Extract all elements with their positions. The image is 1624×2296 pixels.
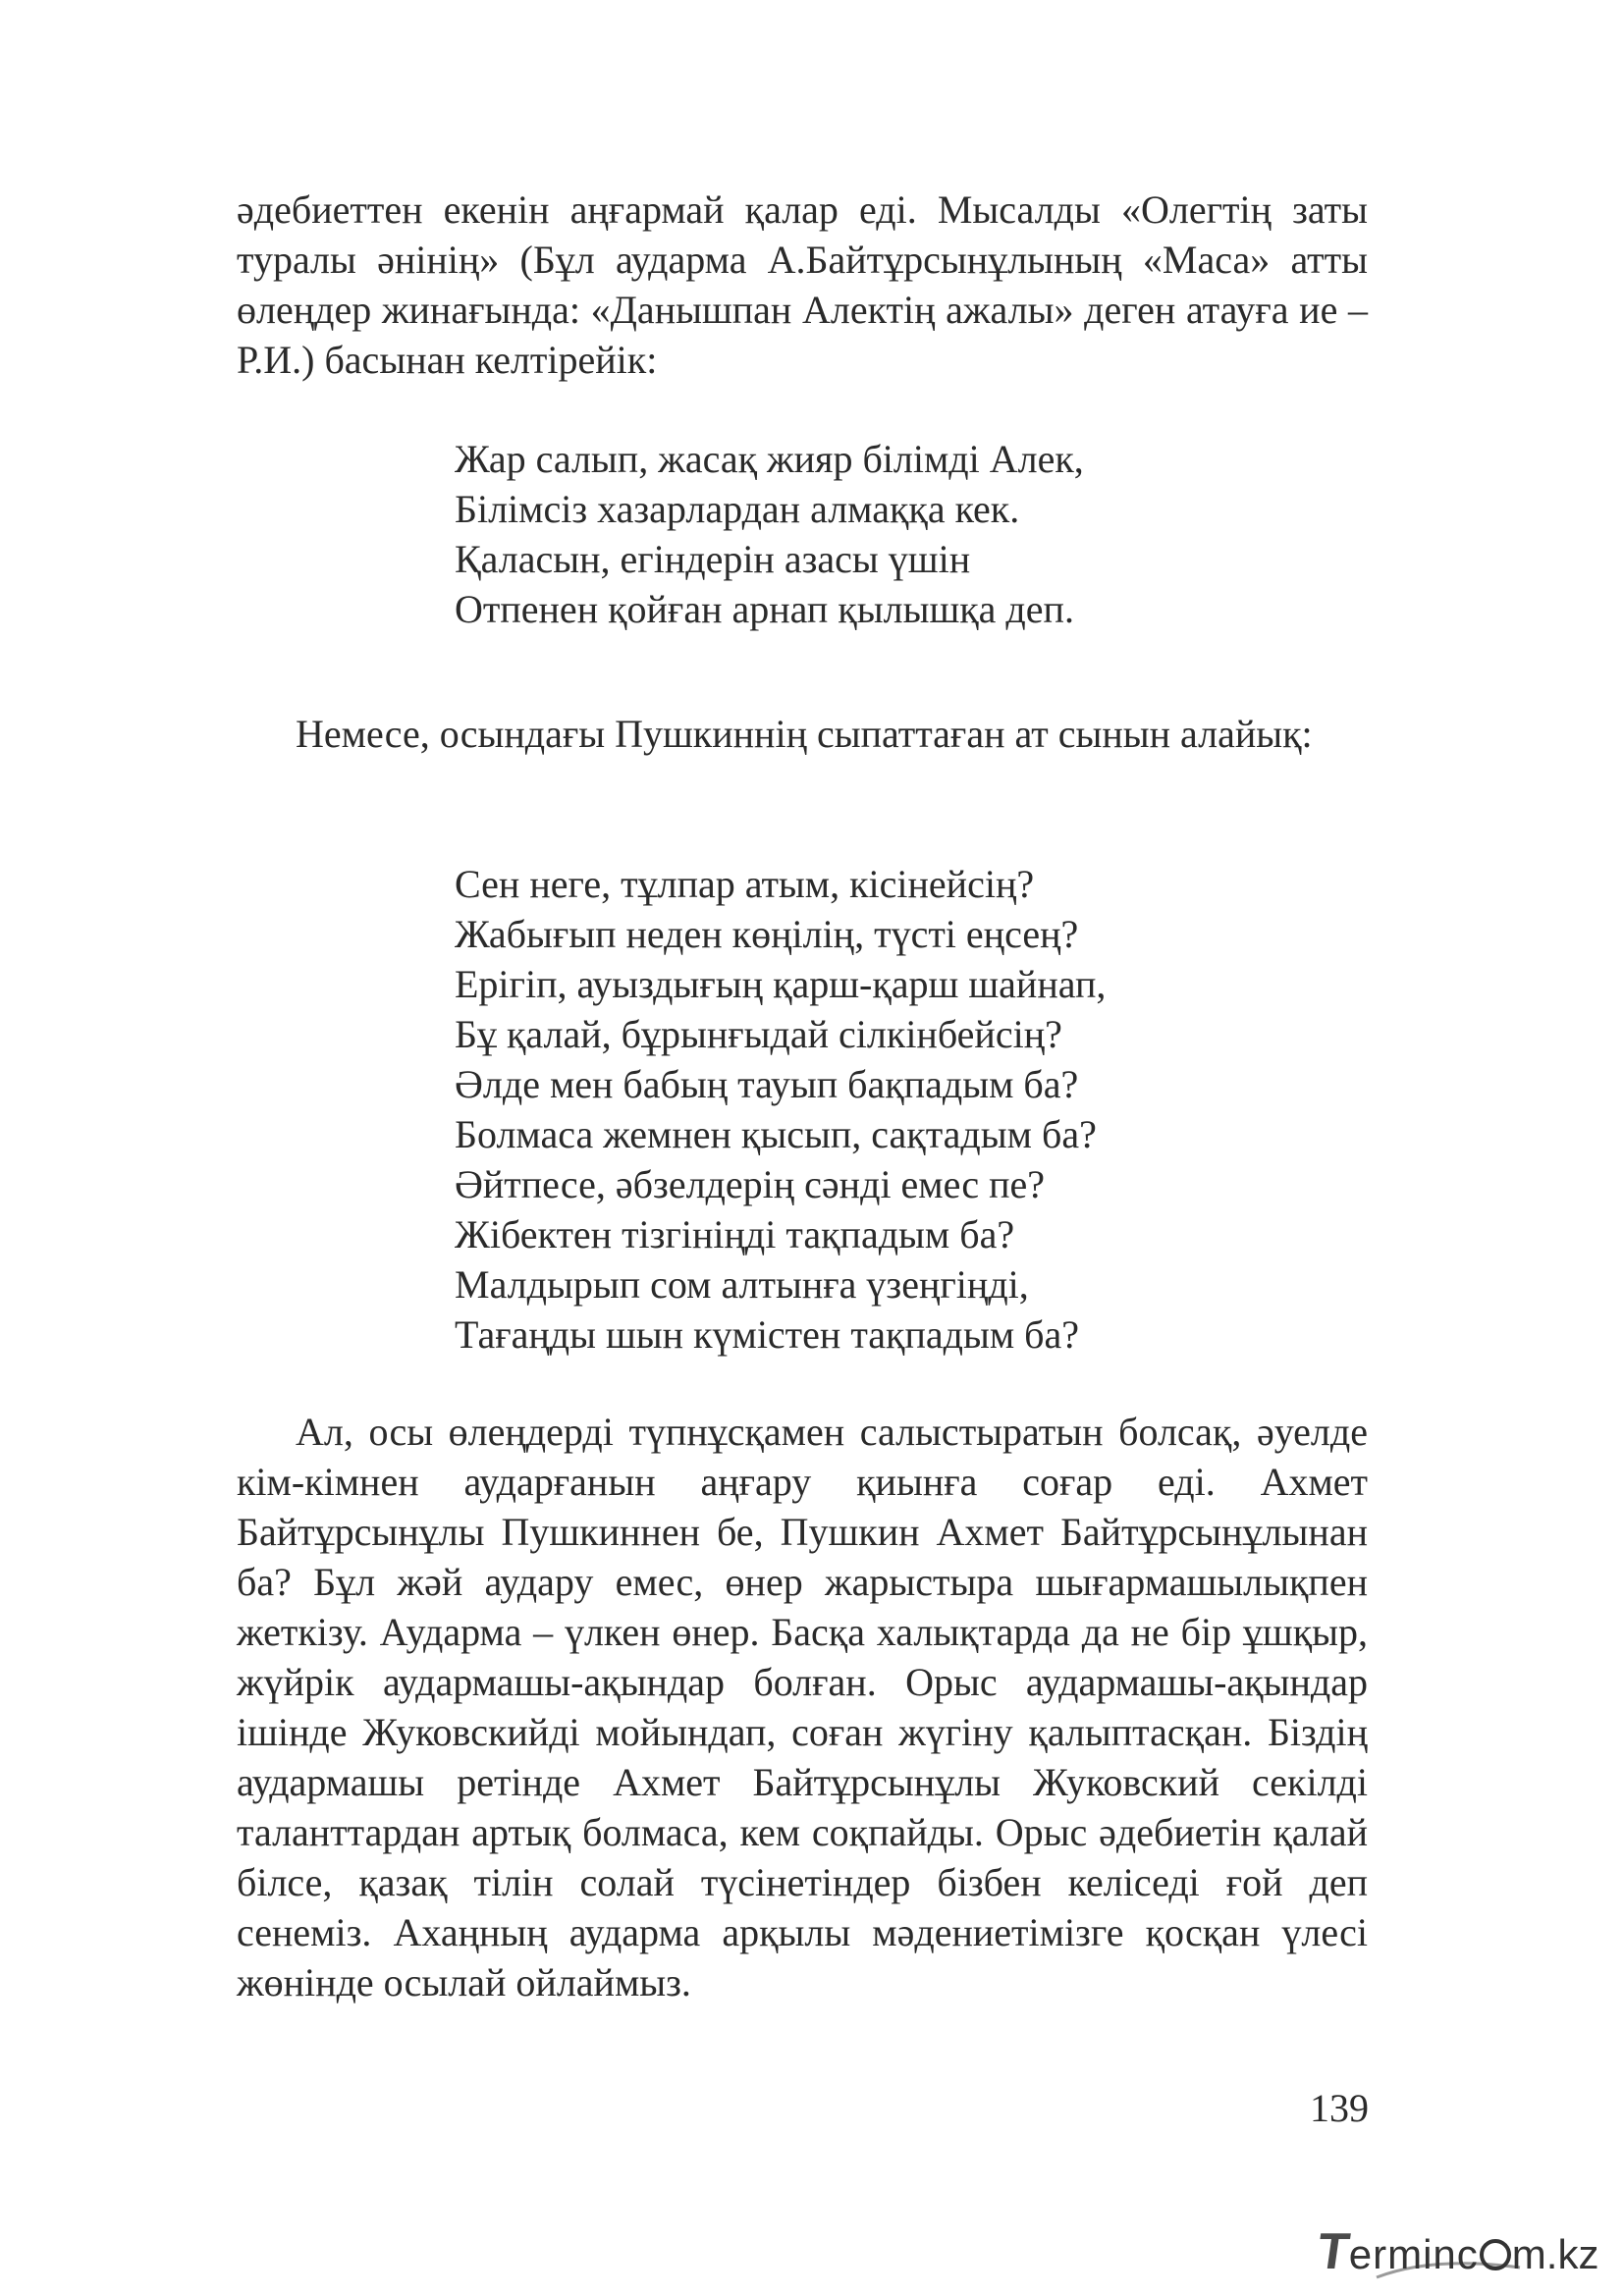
verse-line: Ерігіп, ауыздығың қарш-қарш шайнап, — [455, 962, 1107, 1006]
page-number: 139 — [1310, 2086, 1369, 2130]
verse-line: Отпенен қойған арнап қылышқа деп. — [455, 587, 1074, 631]
verse-line: Жібектен тізгініңді тақпадым ба? — [455, 1212, 1015, 1256]
watermark-text-middle: erminc — [1348, 2231, 1479, 2277]
paragraph-intro — [237, 185, 1368, 385]
verse-alek — [455, 434, 1338, 634]
verse-line: Тағаңды шын күмістен тақпадым ба? — [455, 1312, 1080, 1357]
paragraph-transition-text: Немесе, осындағы Пушкиннің сыпаттаған ат сынын алайық: — [296, 712, 1313, 756]
paragraph-conclusion-text: Ал, осы өлеңдерді түпнұсқамен салыстыратын болсақ, әуелде кім-кімнен аударғанын аңғару қиынға соғар еді. Ахмет Байтұрсынұлы Пушкиннен бе, Пушкин Ахмет Байтұрсынұлынан ба? Бұл жәй аудару емес, өнер жарыстыра шығармашылықпен жеткізу. Аударма – үлкен өнер. Басқа халықтарда да не бір ұшқыр, жүйрік аудармашы-ақындар болған. Орыс аудармашы-ақындар ішінде Жуковскийді мойындап, соған жүгіну қалыптасқан. Біздің аудармашы ретінде Ахмет Байтұрсынұлы Жуковский секілді таланттардан артық болмаса, кем соқпайды. Орыс әдебиетін қалай білсе, қазақ тілін солай түсінетіндер бізбен келіседі ғой деп сенеміз. Ахаңның аударма арқылы мәдениетімізге қосқан үлесі жөнінде осылай ойлаймыз. — [237, 1410, 1368, 2004]
verse-line: Бұ қалай, бұрынғыдай сілкінбейсің? — [455, 1012, 1062, 1056]
paragraph-transition — [237, 709, 1368, 759]
verse-line: Болмаса жемнен қысып, сақтадым ба? — [455, 1112, 1097, 1156]
verse-line: Жар салып, жасақ жияр білімді Алек, — [455, 437, 1084, 481]
watermark-text-end: m.kz — [1511, 2231, 1599, 2277]
verse-line: Малдырып сом алтынға үзеңгіңді, — [455, 1262, 1029, 1307]
verse-line: Білімсіз хазарлардан алмаққа кек. — [455, 487, 1020, 531]
watermark-o-icon — [1480, 2239, 1511, 2270]
verse-line: Әлде мен бабың тауып бақпадым ба? — [455, 1062, 1079, 1106]
watermark-letter-t: T — [1313, 2223, 1353, 2280]
verse-line: Жабығып неден көңілің, түсті еңсең? — [455, 912, 1079, 956]
verse-horse — [455, 859, 1338, 1360]
paragraph-intro-text: әдебиеттен екенін аңғармай қалар еді. Мысалды «Олегтің заты туралы әнінің» (Бұл аударма А.Байтұрсынұлының «Маса» атты өлеңдер жинағында: «Данышпан Алектің ажалы» деген атауға ие – Р.И.) басынан келтірейік: — [237, 187, 1368, 382]
verse-line: Әйтпесе, әбзелдерің сәнді емес пе? — [455, 1162, 1046, 1206]
paragraph-conclusion — [237, 1407, 1368, 2007]
watermark-logo — [1313, 2223, 1599, 2280]
verse-line: Сен неге, тұлпар атым, кісінейсің? — [455, 862, 1035, 906]
verse-line: Қаласын, егіндерін азасы үшін — [455, 537, 971, 581]
